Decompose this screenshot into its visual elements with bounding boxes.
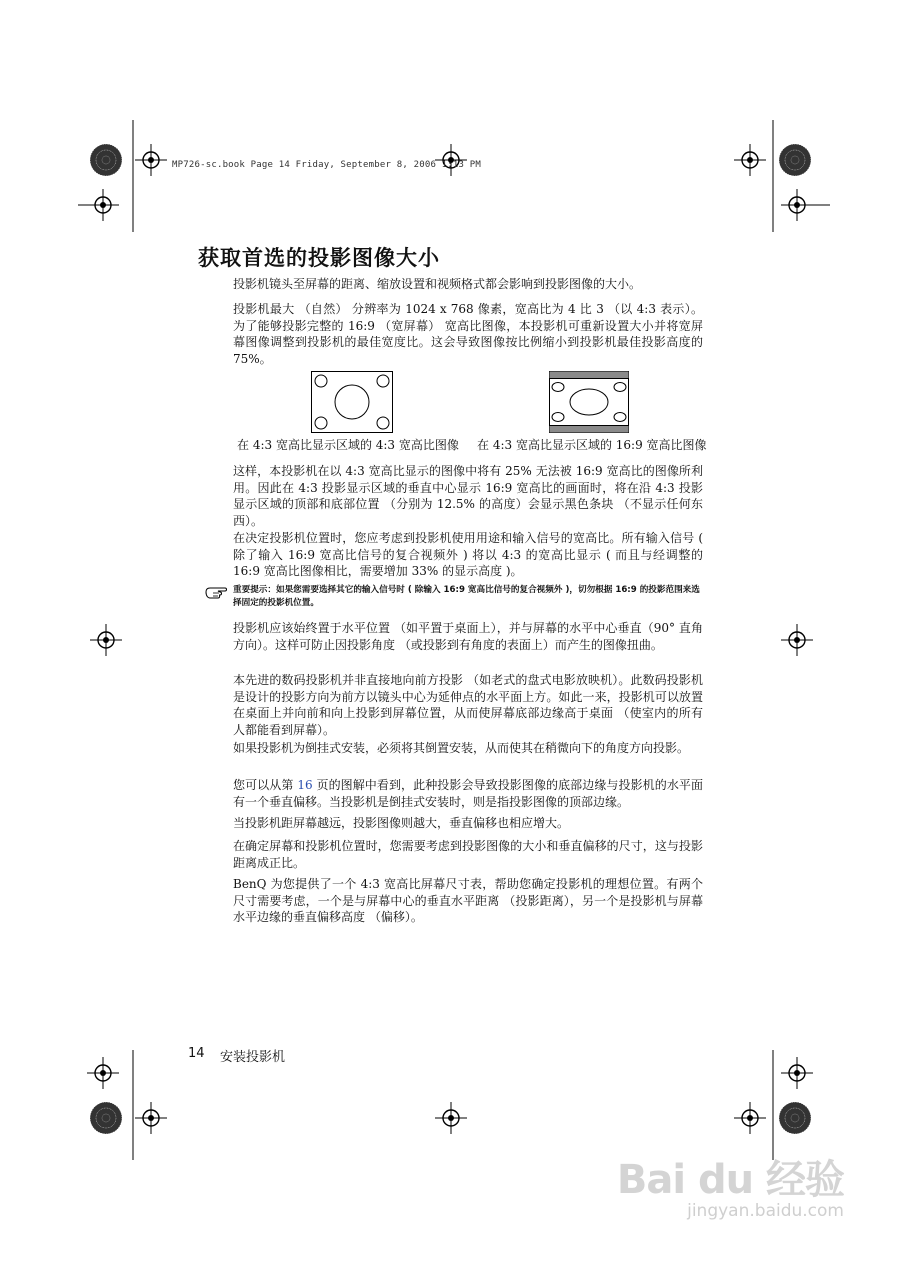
section-title: 获取首选的投影图像大小 xyxy=(198,246,440,270)
figure-top-black-bar xyxy=(550,372,629,379)
page-reference-link[interactable]: 16 xyxy=(297,778,313,792)
watermark xyxy=(617,1148,844,1221)
page-number: 14 xyxy=(188,1046,205,1061)
paragraph-ceiling-mount: 如果投影机为倒挂式安装，必须将其倒置安装，从而使其在稍微向下的角度方向投影。 xyxy=(233,741,690,755)
paragraph-screen-size-table: BenQ 为您提供了一个 4:3 宽高比屏幕尺寸表，帮助您确定投影机的理想位置。有两个尺寸需要考虑，一个是与屏幕中心的垂直水平距离 （投影距离），另一个是投影机与屏幕水平边缘的垂直偏移高度 （偏移）。 xyxy=(233,877,703,924)
figure-caption-right: 在 4:3 宽高比显示区域的 16:9 宽高比图像 xyxy=(477,438,707,452)
figure-16-9-in-4-3 xyxy=(549,371,629,433)
print-header-info: MP726-sc.book Page 14 Friday, September 8, 2006 1:13 PM xyxy=(172,160,482,170)
paragraph-placement-consider: 在确定屏幕和投影机位置时，您需要考虑到投影图像的大小和垂直偏移的尺寸，这与投影距离成正比。 xyxy=(233,839,703,870)
paragraph-distance-effect: 当投影机距屏幕越远，投影图像则越大，垂直偏移也相应增大。 xyxy=(233,816,570,830)
figure-caption-left: 在 4:3 宽高比显示区域的 4:3 宽高比图像 xyxy=(237,438,459,452)
paragraph-intro: 投影机镜头至屏幕的距离、缩放设置和视频格式都会影响到投影图像的大小。 xyxy=(233,277,642,291)
paragraph-vertical-offset-post: 页的图解中看到，此种投影会导致投影图像的底部边缘与投影机的水平面有一个垂直偏移。当投影机是倒挂式安装时，则是指投影图像的顶部边缘。 xyxy=(233,778,703,809)
paragraph-level-position: 投影机应该始终置于水平位置 （如平置于桌面上），并与屏幕的水平中心垂直（90° 直角方向）。这样可防止因投影角度 （或投影到有角度的表面上）而产生的图像扭曲。 xyxy=(233,621,703,652)
paragraph-vertical-offset xyxy=(233,777,703,810)
figure-4-3-in-4-3 xyxy=(311,371,393,433)
paragraph-signal-aspect: 在决定投影机位置时，您应考虑到投影机使用用途和输入信号的宽高比。所有输入信号 ( 除了输入 16:9 宽高比信号的复合视频外 ) 将以 4:3 的宽高比显示 ( 而且与经调整的 16:9 宽高比图像相比，需要增加 33% 的显示高度 )。 xyxy=(233,531,703,578)
footer-section-name: 安装投影机 xyxy=(220,1050,286,1065)
watermark-brand: Bai du 经验 xyxy=(616,1157,844,1203)
watermark-url: jingyan.baidu.com xyxy=(687,1201,844,1221)
paragraph-vertical-offset-pre: 您可以从第 xyxy=(233,778,298,792)
important-note: 重要提示：如果您需要选择其它的输入信号时 ( 除输入 16:9 宽高比信号的复合视频外 )，切勿根据 16:9 的投影范围来选择固定的投影机位置。 xyxy=(233,585,700,608)
figure-bottom-black-bar xyxy=(550,426,629,433)
paragraph-resolution: 投影机最大 （自然） 分辨率为 1024 x 768 像素，宽高比为 4 比 3 （以 4:3 表示）。为了能够投影完整的 16:9 （宽屏幕） 宽高比图像，本投影机可重新设置大小并将宽屏幕图像调整到投影机的最佳宽度比。这会导致图像按比例缩小到投影机最佳投影高度的 75%。 xyxy=(233,302,703,366)
paragraph-aspect-usage: 这样，本投影机在以 4:3 宽高比显示的图像中将有 25% 无法被 16:9 宽高比的图像所利用。因此在 4:3 投影显示区域的垂直中心显示 16:9 宽高比的画面时，将在沿 4:3 投影显示区域的顶部和底部位置 （分别为 12.5% 的高度）会显示黑色条块 （不显示任何东西）。 xyxy=(233,464,703,528)
paragraph-projection-direction: 本先进的数码投影机并非直接地向前方投影 （如老式的盘式电影放映机）。此数码投影机是设计的投影方向为前方以镜头中心为延伸点的水平面上方。如此一来，投影机可以放置在桌面上并向前和向上投影到屏幕位置，从而使屏幕底部边缘高于桌面 （使室内的所有人都能看到屏幕）。 xyxy=(233,673,703,737)
pointing-hand-icon xyxy=(205,584,231,600)
